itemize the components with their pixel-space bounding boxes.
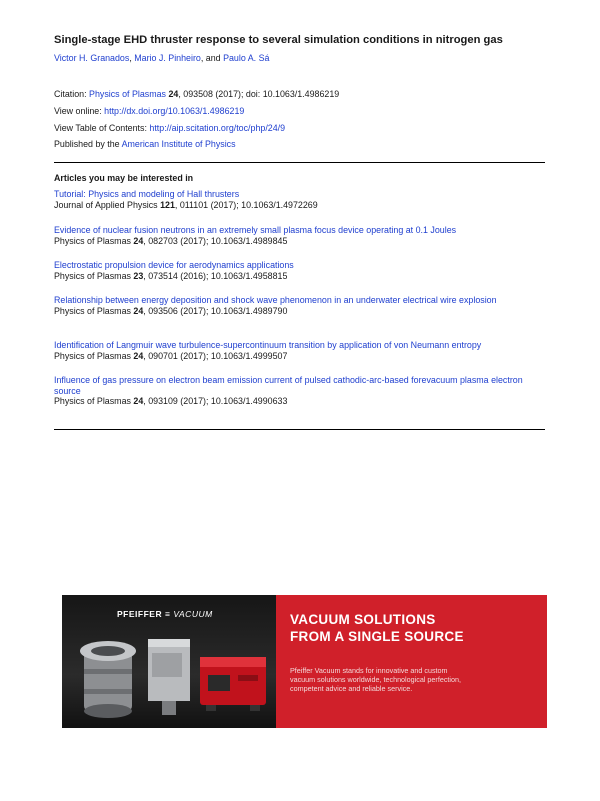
related-article-title[interactable]: Identification of Langmuir wave turbulence-supercontinuum transition by application of von Neumann entropy bbox=[54, 340, 482, 350]
journal-name: Physics of Plasmas bbox=[54, 235, 134, 246]
related-article bbox=[54, 375, 544, 407]
citation-details: , 093109 (2017); 10.1063/1.4990633 bbox=[143, 396, 288, 407]
related-articles-heading: Articles you may be interested in bbox=[54, 173, 194, 183]
citation-details: , 011101 (2017); 10.1063/1.4972269 bbox=[174, 199, 318, 210]
rotary-pump-icon bbox=[200, 657, 266, 711]
author-link[interactable]: Paulo A. Sá bbox=[223, 53, 270, 63]
journal-name: Physics of Plasmas bbox=[54, 396, 134, 407]
pfeiffer-vacuum-logo: PFEIFFER ≡ VACUUM bbox=[117, 609, 213, 619]
related-article bbox=[54, 260, 544, 281]
volume-number: 24 bbox=[133, 396, 144, 407]
related-article-title[interactable]: Tutorial: Physics and modeling of Hall thrusters bbox=[54, 189, 240, 199]
volume-number: 24 bbox=[168, 89, 179, 99]
view-online-label: View online: bbox=[54, 106, 105, 116]
related-article-citation bbox=[54, 396, 544, 407]
volume-number: 24 bbox=[133, 350, 144, 361]
citation-details: , 073514 (2016); 10.1063/1.4958815 bbox=[143, 270, 288, 281]
ad-headline: VACUUM SOLUTIONS FROM A SINGLE SOURCE bbox=[290, 612, 464, 644]
publisher-line bbox=[54, 139, 236, 149]
related-article-title[interactable]: Electrostatic propulsion device for aerodynamics applications bbox=[54, 260, 294, 270]
citation-details: , 082703 (2017); 10.1063/1.4989845 bbox=[143, 235, 288, 246]
author-separator: , and bbox=[200, 53, 224, 63]
view-online-line bbox=[54, 106, 244, 116]
related-article-citation bbox=[54, 351, 544, 362]
related-article bbox=[54, 189, 544, 210]
citation-label: Citation: bbox=[54, 89, 90, 99]
divider bbox=[54, 429, 545, 430]
author-separator: , bbox=[129, 53, 135, 63]
related-article bbox=[54, 295, 544, 316]
ad-body-text: Pfeiffer Vacuum stands for innovative and custom vacuum solutions worldwide, technological perfection, competent advice and reliable service. bbox=[290, 666, 461, 694]
citation-line bbox=[54, 89, 339, 99]
logo-mark-icon: ≡ bbox=[164, 609, 171, 619]
volume-number: 23 bbox=[133, 270, 144, 281]
turbo-pump-icon bbox=[80, 641, 136, 718]
related-article bbox=[54, 340, 544, 361]
toc-line bbox=[54, 123, 285, 133]
paper-title: Single-stage EHD thruster response to several simulation conditions in nitrogen gas bbox=[54, 34, 503, 46]
volume-number: 24 bbox=[133, 235, 144, 246]
publisher-label: Published by the bbox=[54, 139, 122, 149]
related-article-title[interactable]: Relationship between energy deposition and shock wave phenomenon in an underwater electrical wire explosion bbox=[54, 295, 497, 305]
journal-name: Journal of Applied Physics bbox=[54, 199, 161, 210]
volume-number: 24 bbox=[133, 305, 144, 316]
journal-link[interactable]: Physics of Plasmas bbox=[89, 89, 166, 99]
journal-name: Physics of Plasmas bbox=[54, 350, 134, 361]
volume-number: 121 bbox=[160, 199, 175, 210]
vacuum-products-image bbox=[62, 595, 276, 728]
related-article-citation bbox=[54, 306, 544, 317]
advertisement-banner[interactable] bbox=[62, 595, 547, 728]
journal-name: Physics of Plasmas bbox=[54, 270, 134, 281]
gauge-unit-icon bbox=[148, 639, 190, 715]
journal-name: Physics of Plasmas bbox=[54, 305, 134, 316]
related-article-title[interactable]: Evidence of nuclear fusion neutrons in an extremely small plasma focus device operating at 0.1 Joules bbox=[54, 225, 457, 235]
author-list bbox=[54, 53, 269, 63]
author-link[interactable]: Victor H. Granados bbox=[54, 53, 130, 63]
related-article bbox=[54, 225, 544, 246]
ad-product-panel bbox=[62, 595, 276, 728]
citation-details: , 093506 (2017); 10.1063/1.4989790 bbox=[143, 305, 288, 316]
author-link[interactable]: Mario J. Pinheiro bbox=[134, 53, 201, 63]
related-article-title[interactable]: Influence of gas pressure on electron beam emission current of pulsed cathodic-arc-based forevacuum plasma electron source bbox=[54, 375, 523, 396]
doi-link[interactable]: http://dx.doi.org/10.1063/1.4986219 bbox=[104, 106, 245, 116]
related-article-citation bbox=[54, 236, 544, 247]
divider bbox=[54, 162, 545, 163]
toc-link[interactable]: http://aip.scitation.org/toc/php/24/9 bbox=[149, 123, 286, 133]
publisher-link[interactable]: American Institute of Physics bbox=[121, 139, 236, 149]
ad-text-panel bbox=[276, 595, 547, 728]
related-article-citation bbox=[54, 271, 544, 282]
citation-details: , 093508 (2017); doi: 10.1063/1.4986219 bbox=[178, 89, 340, 99]
related-article-citation bbox=[54, 200, 544, 211]
toc-label: View Table of Contents: bbox=[54, 123, 150, 133]
citation-details: , 090701 (2017); 10.1063/1.4999507 bbox=[143, 350, 288, 361]
